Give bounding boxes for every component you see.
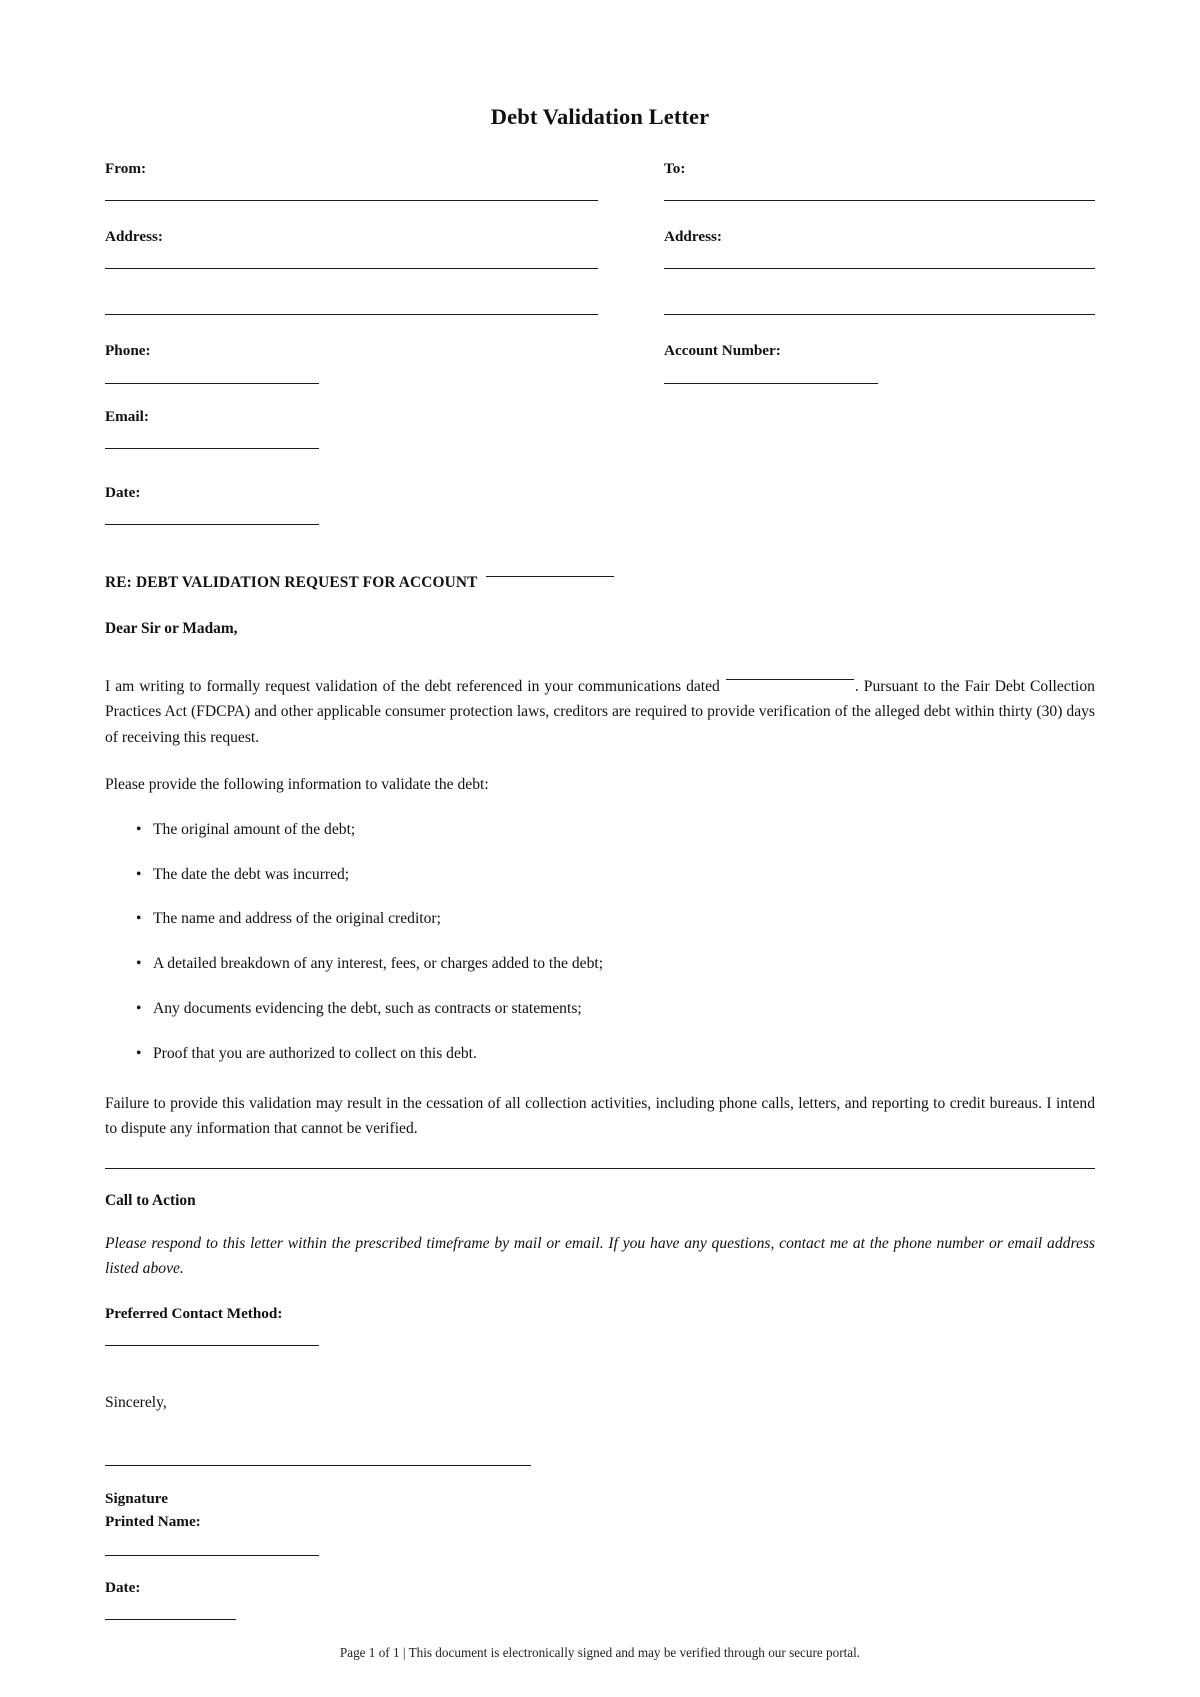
phone-label: Phone: [105,342,151,360]
recipient-address-label: Address: [664,228,722,246]
bullet-icon: • [136,955,142,973]
re-account-blank-line[interactable] [486,576,614,577]
spacer [664,269,1095,314]
sender-address-label: Address: [105,228,163,246]
list-item [105,1000,1095,1019]
validation-requirements-list [105,821,1095,1063]
closing-salutation: Sincerely, [105,1394,167,1412]
spacer [105,359,598,383]
preferred-contact-method-label: Preferred Contact Method: [105,1305,283,1323]
list-item [105,821,1095,840]
bullet-icon: • [136,1044,142,1062]
spacer [105,269,598,314]
spacer [664,201,1095,229]
account-number-label: Account Number: [664,342,781,360]
account-number-input-line[interactable] [664,383,878,384]
list-item [105,955,1095,974]
spacer [105,315,598,343]
section-divider [105,1168,1095,1169]
page-footer: Page 1 of 1 | This document is electronically signed and may be verified through our secure portal. [339,1645,861,1660]
list-item-label: Proof that you are authorized to collect on this debt. [153,1044,477,1062]
spacer [105,449,598,485]
list-item-label: The date the debt was incurred; [153,865,350,883]
re-subject-text: RE: DEBT VALIDATION REQUEST FOR ACCOUNT [105,574,478,592]
page-title: Debt Validation Letter [490,104,710,129]
spacer [664,176,1095,200]
body-paragraph-3: Failure to provide this validation may result in the cessation of all collection activities, including phone calls, letters, and reporting to credit bureaus. I intend to dispute any information that cannot be verified. [105,1095,1095,1138]
bullet-icon: • [136,865,142,883]
spacer [664,315,1095,343]
call-to-action-heading: Call to Action [105,1191,196,1209]
email-label: Email: [105,407,149,425]
list-item [105,910,1095,929]
spacer [105,424,598,448]
spacer [105,201,598,229]
preferred-contact-method-input-line[interactable] [105,1345,319,1346]
list-item-label: A detailed breakdown of any interest, fees, or charges added to the debt; [153,955,604,973]
list-item-label: Any documents evidencing the debt, such as contracts or statements; [153,999,582,1017]
body-paragraph-2: Please provide the following information to validate the debt: [105,775,489,793]
bullet-icon: • [136,821,142,839]
spacer [105,384,598,409]
list-item [105,1045,1095,1064]
communication-date-blank-line[interactable] [726,679,854,680]
list-item [105,866,1095,885]
to-label: To: [664,160,686,177]
signature-date-input-line[interactable] [105,1619,236,1620]
list-item-label: The name and address of the original creditor; [153,910,441,928]
body-paragraph-1-part-2: . Pursuant to the Fair Debt Collection Practices Act (FDCPA) and other applicable consumer protection laws, creditors are required to provide verification of the alleged debt within thirty (30) days of receiving this request. [105,678,1095,746]
column-spacer [598,161,664,525]
printed-name-input-line[interactable] [105,1555,319,1556]
list-item-label: The original amount of the debt; [153,821,356,839]
header-fields-section [105,161,1095,525]
body-paragraph-1-part-1: I am writing to formally request validation of the debt referenced in your communications dated [105,678,720,696]
body-paragraph-1 [105,674,1095,750]
spacer [664,244,1095,268]
call-to-action-text: Please respond to this letter within the prescribed timeframe by mail or email. If you have any questions, contact me at the phone number or email address listed above. [105,1234,1095,1277]
spacer [664,359,1095,383]
signature-labels [105,1488,1095,1533]
salutation: Dear Sir or Madam, [105,620,238,638]
printed-name-label: Printed Name: [105,1512,201,1530]
signature-input-line[interactable] [105,1465,531,1466]
spacer [105,500,598,524]
spacer [105,244,598,268]
signature-label: Signature [105,1490,169,1508]
from-label: From: [105,160,147,177]
bullet-icon: • [136,999,142,1017]
sender-column [105,161,598,525]
signature-date-label: Date: [105,1579,141,1597]
spacer [105,176,598,200]
bullet-icon: • [136,910,142,928]
date-input-line[interactable] [105,524,319,525]
date-label: Date: [105,483,141,501]
re-subject-line [105,574,1095,592]
recipient-column [664,161,1095,525]
